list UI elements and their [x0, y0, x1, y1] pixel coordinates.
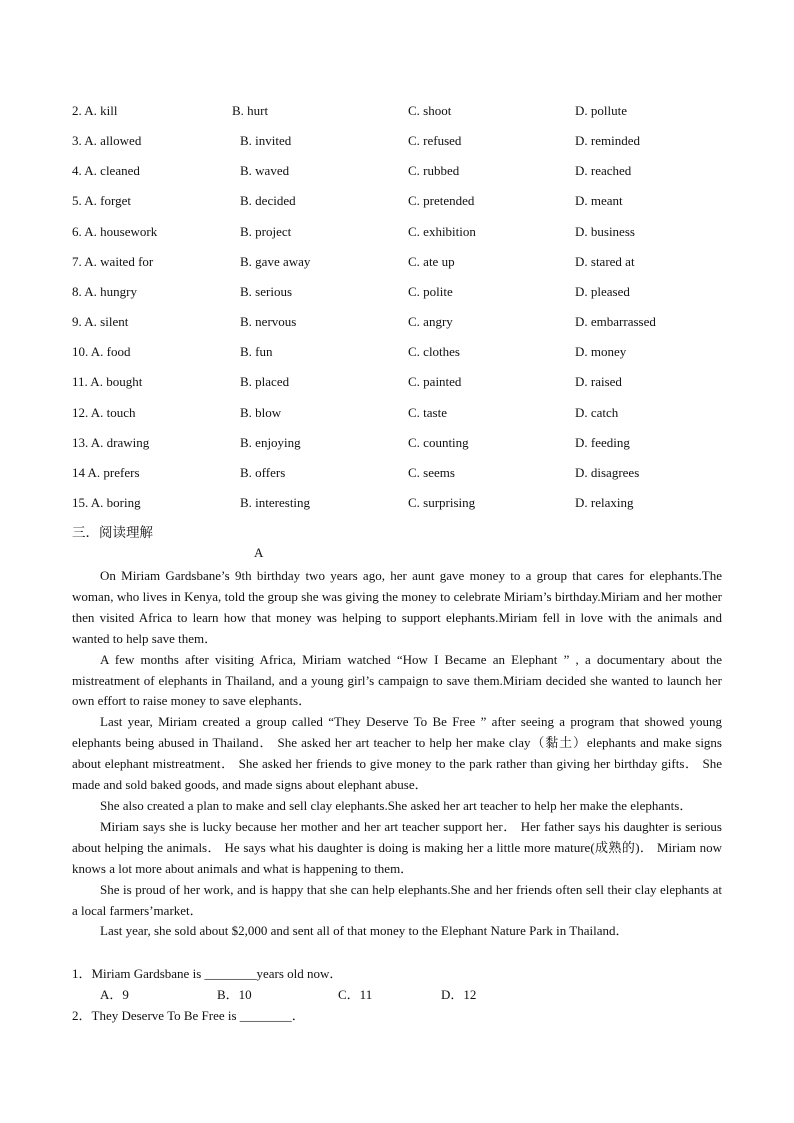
option-a: 11. A. bought [72, 374, 143, 390]
option-c: C. refused [408, 133, 462, 149]
option-c: C. shoot [408, 103, 452, 118]
option-c: C. rubbed [408, 163, 460, 179]
question-2-stem: 2．They Deserve To Be Free is ________． [72, 1008, 305, 1023]
option-c: C. clothes [408, 344, 460, 360]
option-c: C. polite [408, 283, 453, 299]
passage-title: A [254, 545, 264, 560]
option-d: D. reached [575, 163, 632, 179]
option-row [72, 103, 732, 123]
paragraph: A few months after visiting Africa, Miriam watched “How I Became an Elephant ” , a documentary about the mistreatment of elephants in Thailand, and a young girl’s campaign to save them.Miriam decided she wanted to launch her own effort to raise money to save elephants． [72, 651, 722, 709]
section-heading: 三．阅读理解 [72, 525, 153, 540]
paragraph: She also created a plan to make and sell clay elephants.She asked her art teacher to help her make the elephants． [100, 797, 693, 813]
option-b: B. placed [240, 374, 290, 390]
reading-passage [72, 566, 722, 942]
option-a: 7. A. waited for [72, 253, 154, 269]
option-b: B. gave away [240, 253, 311, 269]
option-row [72, 163, 732, 183]
option-c: C. surprising [408, 494, 476, 510]
option-d: D. stared at [575, 253, 635, 269]
option-d: D. business [575, 223, 635, 239]
option-b: B. blow [240, 404, 282, 420]
option-row [72, 405, 732, 425]
option-b: B. nervous [240, 314, 297, 330]
option-c: C. angry [408, 314, 453, 330]
option-c: C. pretended [408, 193, 475, 209]
option-row [72, 224, 732, 244]
option-c: C. counting [408, 434, 469, 450]
option-d: D. meant [575, 193, 623, 209]
option-d: D. money [575, 344, 627, 360]
option-d: D. relaxing [575, 494, 634, 510]
option-b: B. offers [240, 464, 286, 480]
option-a: 9. A. silent [72, 314, 129, 330]
option-row [72, 374, 732, 394]
option-b: B. hurt [232, 103, 269, 118]
option-b: B. fun [240, 344, 273, 360]
option-row [72, 344, 732, 364]
option-a: 13. A. drawing [72, 434, 150, 450]
option-c: C．11 [338, 987, 373, 1002]
option-b: B. waved [240, 163, 290, 179]
option-a: 2. A. kill [72, 103, 118, 118]
option-row [72, 465, 732, 485]
option-c: C. painted [408, 374, 462, 390]
question-1-options [100, 984, 600, 1004]
option-a: 12. A. touch [72, 404, 136, 420]
option-row [72, 193, 732, 213]
option-row [72, 314, 732, 334]
option-a: 5. A. forget [72, 193, 131, 209]
option-b: B. decided [240, 193, 296, 209]
option-d: D. raised [575, 374, 622, 390]
paragraph: On Miriam Gardsbane’s 9th birthday two years ago, her aunt gave money to a group that cares for elephants.The woman, who lives in Kenya, told the group she was giving the money to celebrate Miriam’s birthday.Miriam and her mother then visited Africa to learn how that money was helping to support elephants.Miriam fell in love with the animals and wanted to help save them． [72, 568, 722, 646]
option-d: D. pollute [575, 103, 627, 118]
option-row [72, 495, 732, 515]
option-d: D．12 [441, 987, 477, 1002]
paragraph: Miriam says she is lucky because her mother and her art teacher support her． Her father says his daughter is serious about helping the animals． He says what his daughter is doing is making her a little more mature(成熟的)． Miriam now knows a lot more about animals and what is happening to them． [72, 818, 722, 876]
option-b: B．10 [217, 987, 252, 1002]
option-b: B. enjoying [240, 434, 301, 450]
option-row [72, 435, 732, 455]
option-d: D. feeding [575, 434, 630, 450]
paragraph: Last year, Miriam created a group called “They Deserve To Be Free ” after seeing a program that showed young elephants being abused in Thailand． She asked her art teacher to help her make clay（黏土）elephants and make signs about elephant mistreatment． She asked her friends to give money to the park rather than giving her birthday gifts． She made and sold baked goods, and made signs about elephant abuse． [72, 714, 722, 793]
option-a: 6. A. housework [72, 223, 158, 239]
option-a: A．9 [100, 987, 129, 1002]
option-d: D. reminded [575, 133, 640, 149]
option-a: 10. A. food [72, 344, 131, 360]
option-c: C. ate up [408, 253, 455, 269]
option-b: B. interesting [240, 494, 311, 510]
option-b: B. invited [240, 133, 292, 149]
option-a: 14 A. prefers [72, 464, 140, 480]
option-row [72, 284, 732, 304]
option-d: D. disagrees [575, 464, 640, 480]
question-1-stem: 1．Miriam Gardsbane is ________years old now． [72, 966, 343, 981]
option-d: D. embarrassed [575, 314, 656, 330]
paragraph: Last year, she sold about $2,000 and sent all of that money to the Elephant Nature Park in Thailand． [100, 923, 629, 939]
option-c: C. seems [408, 464, 455, 480]
option-row [72, 133, 732, 153]
option-a: 4. A. cleaned [72, 163, 140, 179]
option-b: B. project [240, 223, 292, 239]
option-b: B. serious [240, 283, 292, 299]
paragraph: She is proud of her work, and is happy that she can help elephants.She and her friends often sell their clay elephants at a local farmers’market． [72, 881, 722, 918]
option-c: C. taste [408, 404, 447, 420]
option-d: D. catch [575, 404, 619, 420]
option-row [72, 254, 732, 274]
option-a: 3. A. allowed [72, 133, 142, 149]
option-a: 8. A. hungry [72, 283, 137, 299]
option-a: 15. A. boring [72, 494, 141, 510]
option-c: C. exhibition [408, 223, 476, 239]
option-d: D. pleased [575, 283, 630, 299]
